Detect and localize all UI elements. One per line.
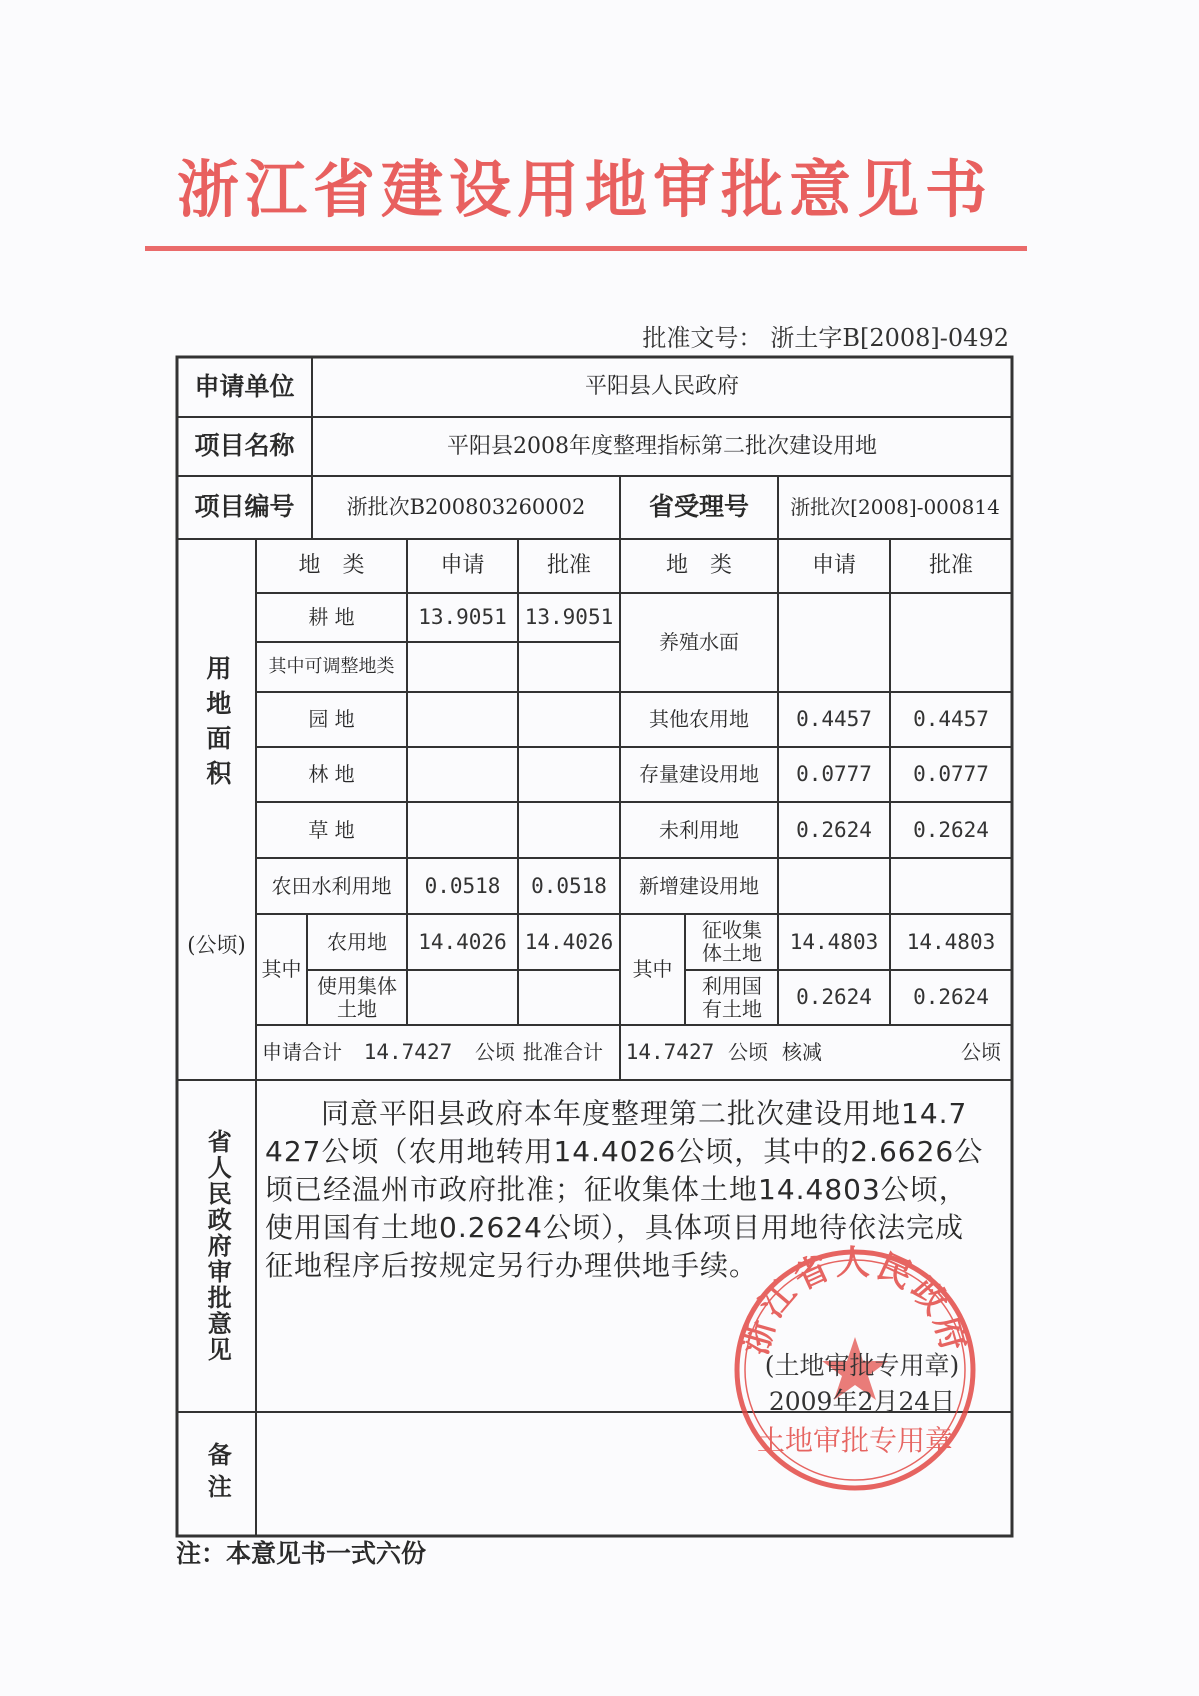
right-sub-approve: 14.4803 — [906, 929, 996, 954]
right-sub-name: 征收集体土地 — [702, 918, 762, 965]
col-approve-right: 批准 — [928, 553, 973, 579]
land-row-apply — [778, 593, 890, 692]
project-no-value: 浙批次B200803260002 — [346, 495, 586, 520]
right-sub-approve: 0.2624 — [913, 985, 989, 1010]
land-row-approve: 0.0777 — [913, 762, 989, 787]
land-row-apply: 13.9051 — [418, 605, 507, 630]
seal-ring-text: 浙江省人民政府 — [735, 1245, 975, 1360]
land-area-section-label: 用地面积 — [202, 655, 232, 795]
project-no-label: 项目编号 — [194, 492, 295, 522]
left-sub-apply — [407, 970, 518, 1025]
left-sub-approve — [518, 970, 620, 1025]
apply-total-label: 申请合计 — [262, 1040, 342, 1064]
right-sub-apply: 0.2624 — [796, 985, 872, 1010]
land-row-name: 草 地 — [308, 817, 355, 842]
applicant-value: 平阳县人民政府 — [584, 374, 739, 400]
land-row-name: 其他农用地 — [649, 707, 749, 731]
left-sub-name: 农用地 — [327, 929, 387, 954]
land-row-approve — [518, 802, 620, 858]
reduce-label: 核减 — [782, 1040, 822, 1064]
land-row-apply — [778, 858, 890, 914]
opinion-text: 同意平阳县政府本年度整理第二批次建设用地14.7427公顷（农用地转用14.4026公顷，其中的2.6626公顷已经温州市政府批准；征收集体土地14.4803公顷，使用国有土地0.2624公顷），具体项目用地待依法完成征地程序后按规定另行办理供地手续。 — [265, 1097, 984, 1282]
col-land-type-right: 地 类 — [665, 553, 732, 579]
reduce-unit: 公顷 — [961, 1040, 1001, 1064]
document-title: 浙江省建设用地审批意见书 — [176, 153, 993, 226]
land-row-approve: 13.9051 — [524, 605, 614, 630]
apply-total-unit: 公顷 — [475, 1040, 515, 1064]
seal-caption: (土地审批专用章) — [764, 1351, 960, 1380]
col-apply-right: 申请 — [811, 553, 856, 579]
land-row-approve — [518, 747, 620, 802]
land-row-approve: 0.2624 — [913, 817, 989, 842]
land-row-name: 园 地 — [308, 707, 355, 731]
land-row-apply — [407, 692, 518, 747]
land-row-apply: 0.0777 — [796, 762, 872, 787]
province-no-value: 浙批次[2008]-000814 — [790, 495, 1000, 519]
right-sub-name: 利用国有土地 — [702, 973, 762, 1021]
land-row-apply: 0.0518 — [424, 873, 501, 898]
area-unit-label: (公顷) — [187, 932, 246, 957]
land-row-name: 耕 地 — [308, 605, 355, 629]
opinion-label: 省人民政府审批意见 — [203, 1129, 232, 1363]
approval-number-label: 批准文号： — [642, 324, 763, 352]
apply-total-value: 14.7427 — [363, 1040, 453, 1065]
land-row-name: 林 地 — [308, 762, 355, 786]
land-row-apply — [407, 802, 518, 858]
left-sub-label: 其中 — [261, 957, 302, 981]
land-row-approve — [518, 642, 620, 692]
seal-inner-text: 土地审批专用章 — [756, 1424, 954, 1457]
land-row-approve — [890, 593, 1012, 692]
col-land-type-left: 地 类 — [298, 553, 365, 579]
land-row-name: 其中可调整地类 — [268, 655, 395, 677]
left-sub-apply: 14.4026 — [418, 929, 507, 954]
land-row-apply: 0.2624 — [796, 817, 872, 842]
applicant-label: 申请单位 — [194, 371, 295, 401]
approve-total-unit: 公顷 — [728, 1040, 768, 1064]
province-no-label: 省受理号 — [648, 492, 749, 522]
left-sub-approve: 14.4026 — [524, 929, 614, 954]
land-row-name: 未利用地 — [659, 817, 739, 842]
col-apply-left: 申请 — [440, 553, 485, 579]
footnote: 注：本意见书一式六份 — [176, 1539, 427, 1568]
land-row-apply: 0.4457 — [796, 707, 872, 732]
land-row-apply — [407, 747, 518, 802]
land-row-approve: 0.0518 — [531, 873, 607, 898]
project-name-label: 项目名称 — [194, 431, 295, 461]
left-sub-name: 使用集体土地 — [317, 973, 397, 1021]
land-row-name: 养殖水面 — [659, 630, 739, 654]
approval-date: 2009年2月24日 — [768, 1387, 956, 1416]
right-sub-apply: 14.4803 — [789, 929, 879, 954]
approve-total-value: 14.7427 — [625, 1040, 715, 1065]
land-row-apply — [407, 642, 518, 692]
land-row-name: 存量建设用地 — [639, 762, 759, 786]
right-sub-label: 其中 — [632, 957, 673, 981]
land-row-approve: 0.4457 — [913, 707, 989, 732]
land-row-name: 农田水利用地 — [271, 873, 392, 898]
land-row-approve — [890, 858, 1012, 914]
project-name-value: 平阳县2008年度整理指标第二批次建设用地 — [447, 433, 877, 459]
remarks-content — [256, 1412, 1012, 1536]
remarks-label: 备注 — [203, 1442, 232, 1506]
land-row-approve — [518, 692, 620, 747]
approve-total-label: 批准合计 — [523, 1040, 603, 1064]
col-approve-left: 批准 — [546, 553, 591, 579]
approval-number-value: 浙土字B[2008]-0492 — [770, 324, 1009, 352]
land-row-name: 新增建设用地 — [639, 873, 759, 898]
